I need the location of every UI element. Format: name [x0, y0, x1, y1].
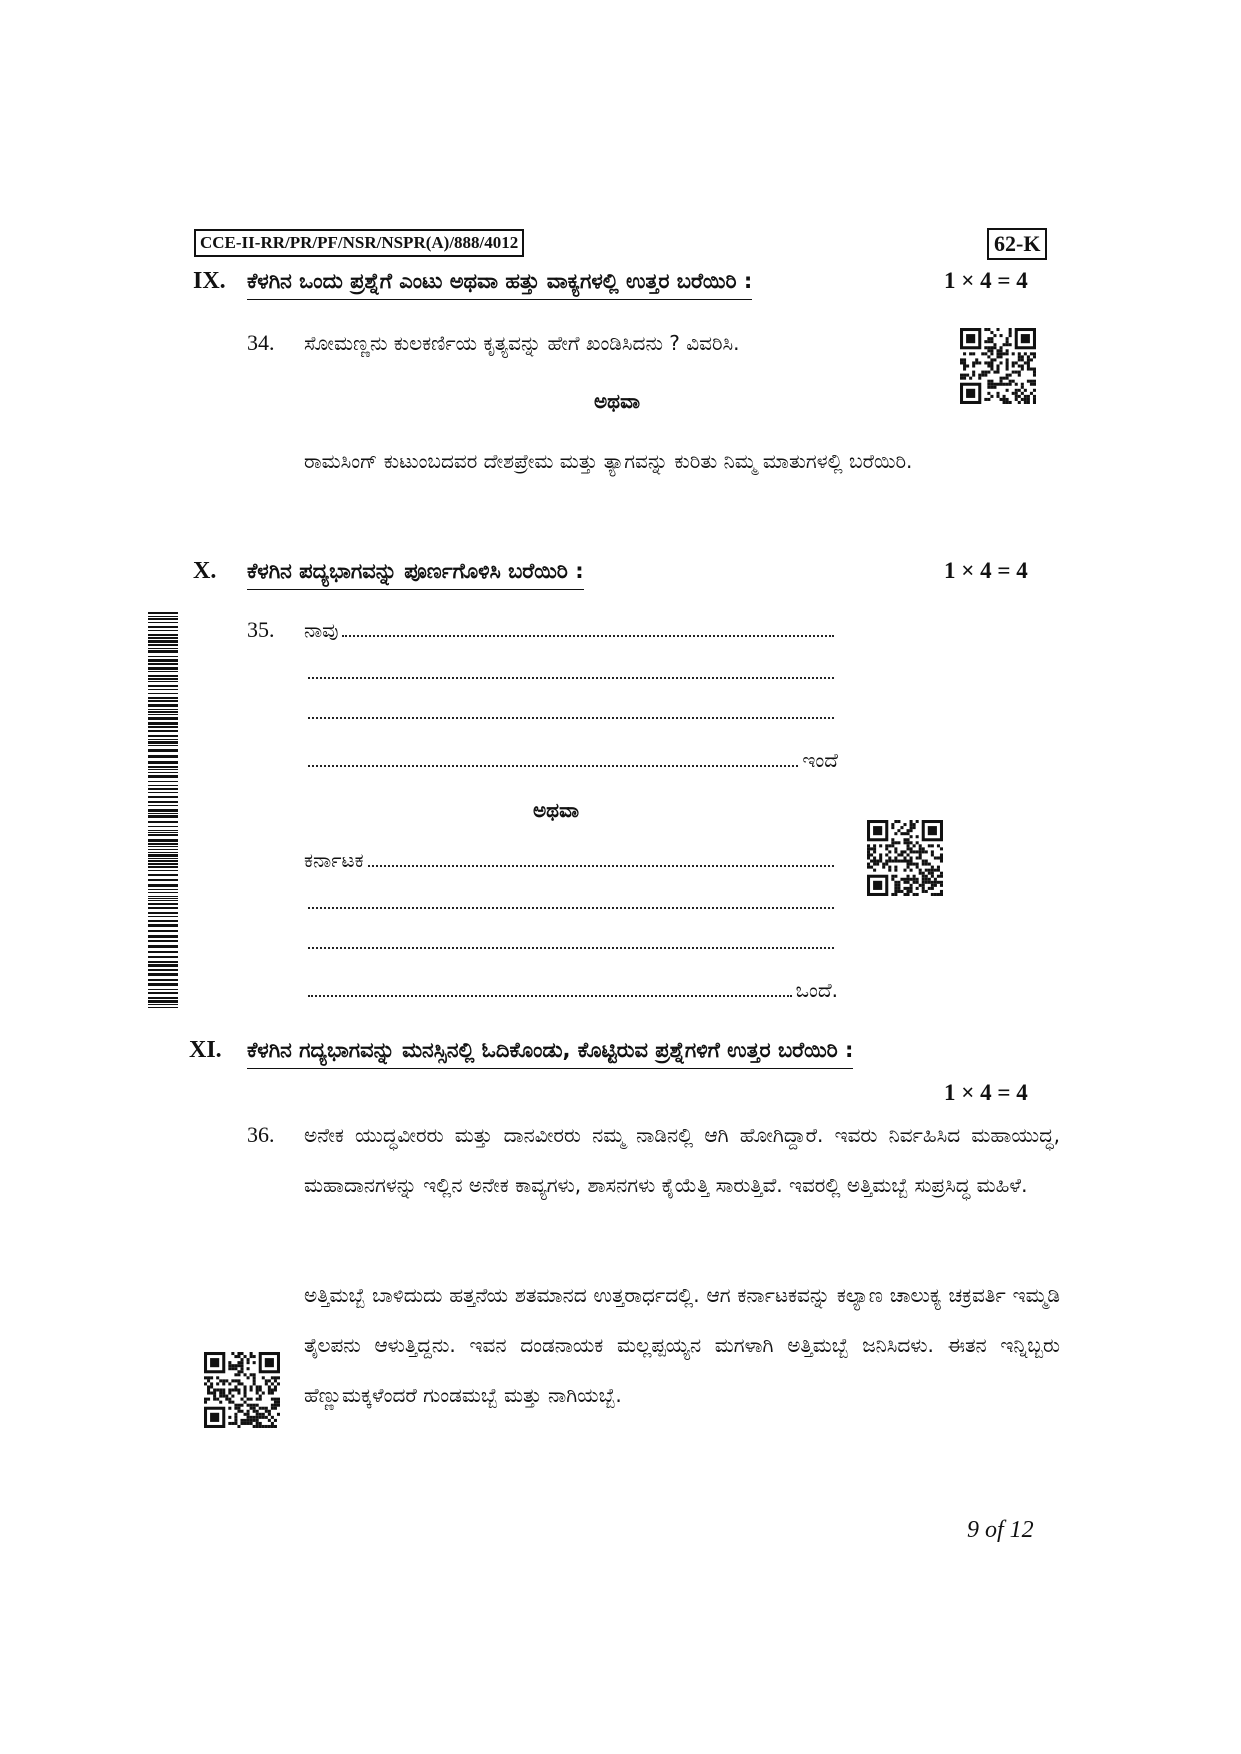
question-34-text: ಸೋಮಣ್ಣನು ಕುಲಕರ್ಣಿಯ ಕೃತ್ಯವನ್ನು ಹೇಗೆ ಖಂಡಿಸಿದನು ? ವಿವರಿಸಿ. [304, 331, 740, 355]
or-divider-35: ಅಥವಾ [533, 798, 579, 822]
qr-code-icon [960, 328, 1036, 404]
poem-a-end: ಇಂದೆ [802, 748, 838, 772]
passage-paragraph-2: ಅತ್ತಿಮಬ್ಬೆ ಬಾಳಿದುದು ಹತ್ತನೆಯ ಶತಮಾನದ ಉತ್ತರಾರ್ಧದಲ್ಲಿ. ಆಗ ಕರ್ನಾಟಕವನ್ನು ಕಲ್ಯಾಣ ಚಾಲುಕ್ಯ ಚಕ್ರವರ್ತಿ ಇಮ್ಮಡಿ ತೈಲಪನು ಆಳುತ್ತಿದ್ದನು. ಇವನ ದಂಡನಾಯಕ ಮಲ್ಲಪ್ಪಯ್ಯನ ಮಗಳಾಗಿ ಅತ್ತಿಮಬ್ಬೆ ಜನಿಸಿದಳು. ಈತನ ಇನ್ನಿಬ್ಬರು ಹೆಣ್ಣುಮಕ್ಕಳೆಂದರೆ ಗುಂಡಮಬ್ಬೆ ಮತ್ತು ನಾಗಿಯಬ್ಬೆ. [304, 1283, 1060, 1407]
question-34-alternative: ರಾಮಸಿಂಗ್ ಕುಟುಂಬದವರ ದೇಶಪ್ರೇಮ ಮತ್ತು ತ್ಯಾಗವನ್ನು ಕುರಿತು ನಿಮ್ಮ ಮಾತುಗಳಲ್ಲಿ ಬರೆಯಿರಿ. [304, 449, 913, 473]
section-number-x: X. [193, 558, 217, 584]
poem-b-start: ಕರ್ನಾಟಕ [304, 848, 364, 872]
passage-paragraph-1: ಅನೇಕ ಯುದ್ಧವೀರರು ಮತ್ತು ದಾನವೀರರು ನಮ್ಮ ನಾಡಿನಲ್ಲಿ ಆಗಿ ಹೋಗಿದ್ದಾರೆ. ಇವರು ನಿರ್ವಹಿಸಿದ ಮಹಾಯುದ್ಧ, ಮಹಾದಾನಗಳನ್ನು ಇಲ್ಲಿನ ಅನೇಕ ಕಾವ್ಯಗಳು, ಶಾಸನಗಳು ಕೈಯೆತ್ತಿ ಸಾರುತ್ತಿವೆ. ಇವರಲ್ಲಿ ಅತ್ತಿಮಬ್ಬೆ ಸುಪ್ರಸಿದ್ಧ ಮಹಿಳೆ. [304, 1123, 1060, 1197]
poem-a-line-2 [304, 665, 838, 679]
poem-b-line-2 [304, 895, 838, 909]
subject-code-box: 62-K [987, 228, 1047, 260]
section-marks-xi: 1 × 4 = 4 [944, 1080, 1028, 1105]
section-instruction-x: ಕೆಳಗಿನ ಪದ್ಯಭಾಗವನ್ನು ಪೂರ್ಣಗೊಳಿಸಿ ಬರೆಯಿರಿ : [247, 556, 584, 590]
or-divider-34: ಅಥವಾ [594, 389, 640, 413]
section-marks-x: 1 × 4 = 4 [944, 558, 1028, 583]
question-number-36: 36. [247, 1122, 275, 1147]
paper-code-box: CCE-II-RR/PR/PF/NSR/NSPR(A)/888/4012 [194, 229, 524, 257]
poem-b-line-1 [304, 845, 838, 875]
question-number-35: 35. [247, 617, 275, 642]
poem-a-line-3 [304, 705, 838, 719]
section-marks-ix: 1 × 4 = 4 [944, 268, 1028, 293]
qr-code-icon [867, 820, 943, 896]
question-number-34: 34. [247, 330, 275, 355]
section-number-xi: XI. [189, 1037, 222, 1063]
section-instruction-ix: ಕೆಳಗಿನ ಒಂದು ಪ್ರಶ್ನೆಗೆ ಎಂಟು ಅಥವಾ ಹತ್ತು ವಾಕ್ಯಗಳಲ್ಲಿ ಉತ್ತರ ಬರೆಯಿರಿ : [247, 266, 752, 300]
poem-b-line-3 [304, 935, 838, 949]
poem-a-line-4 [304, 745, 838, 775]
page-number: 9 of 12 [967, 1517, 1034, 1543]
poem-b-line-4 [304, 975, 838, 1005]
qr-code-icon [204, 1352, 280, 1428]
section-instruction-xi: ಕೆಳಗಿನ ಗದ್ಯಭಾಗವನ್ನು ಮನಸ್ಸಿನಲ್ಲಿ ಓದಿಕೊಂಡು, ಕೊಟ್ಟಿರುವ ಪ್ರಶ್ನೆಗಳಿಗೆ ಉತ್ತರ ಬರೆಯಿರಿ : [247, 1035, 853, 1069]
poem-b-end: ಒಂದೆ. [795, 978, 838, 1002]
section-number-ix: IX. [193, 268, 226, 294]
poem-a-line-1 [304, 615, 838, 645]
barcode-icon [148, 612, 178, 1008]
poem-a-start: ನಾವು [304, 618, 339, 642]
